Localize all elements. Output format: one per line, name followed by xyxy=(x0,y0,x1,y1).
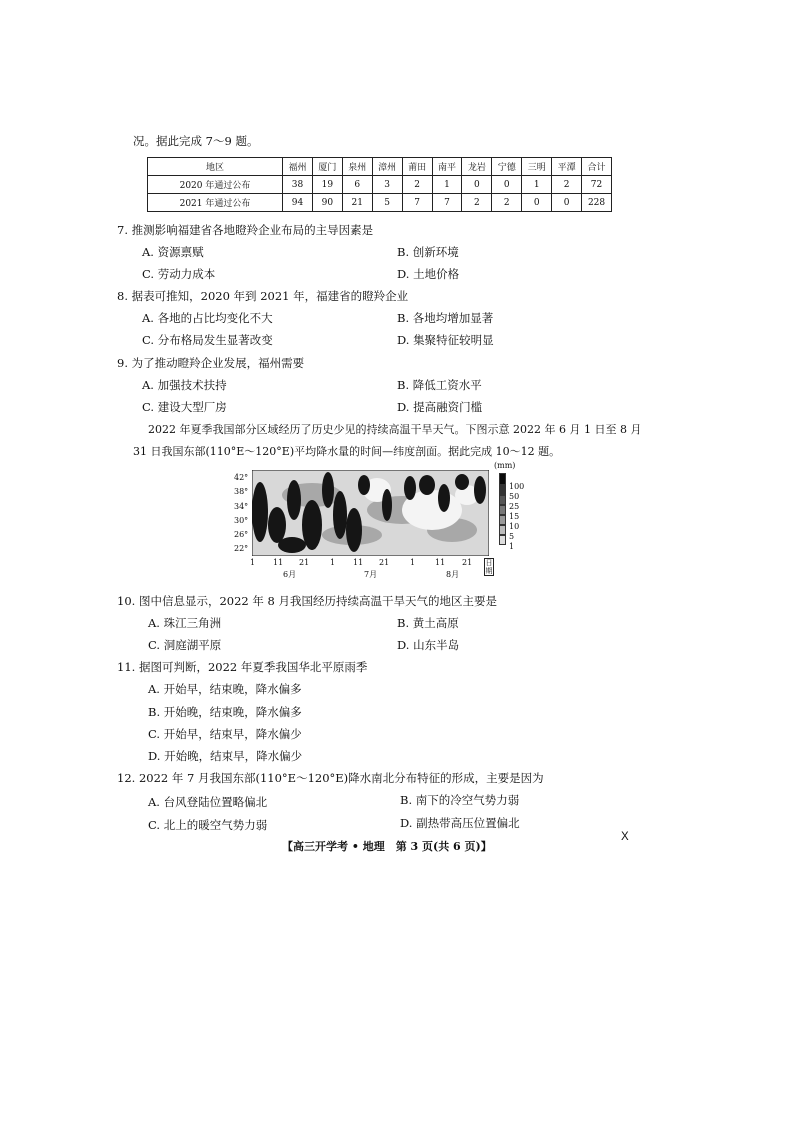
x-tick-label: 21 xyxy=(379,558,390,567)
table-cell: 228 xyxy=(582,194,612,212)
table-header-cell: 合计 xyxy=(582,158,612,176)
legend-swatch xyxy=(499,525,506,535)
table-cell: 6 xyxy=(342,176,372,194)
y-tick-label: 30° xyxy=(234,516,249,525)
enterprise-table xyxy=(147,157,612,212)
legend-swatch xyxy=(499,515,506,525)
question-7-option-c: C. 劳动力成本 xyxy=(142,267,216,281)
table-cell: 2021 年通过公布 xyxy=(148,194,283,212)
table-cell: 0 xyxy=(492,176,522,194)
table-header-cell: 三明 xyxy=(522,158,552,176)
stray-x-mark: X xyxy=(621,831,629,843)
question-11-stem: 11. 据图可判断，2022 年夏季我国华北平原雨季 xyxy=(117,660,368,674)
heatmap-plot xyxy=(252,470,489,556)
table-cell: 2 xyxy=(462,194,492,212)
legend-label: 5 xyxy=(509,532,515,541)
question-9-option-b: B. 降低工资水平 xyxy=(397,378,482,392)
table-cell: 0 xyxy=(522,194,552,212)
table-header-cell: 漳州 xyxy=(372,158,402,176)
precipitation-figure xyxy=(228,461,528,580)
table-cell: 72 xyxy=(582,176,612,194)
table-header-row xyxy=(148,158,612,176)
question-12-option-d: D. 副热带高压位置偏北 xyxy=(400,816,520,830)
table-cell: 1 xyxy=(522,176,552,194)
question-11-option-b: B. 开始晚，结束晚，降水偏多 xyxy=(148,705,302,719)
x-tick-label: 11 xyxy=(273,558,284,567)
legend-label: 15 xyxy=(509,512,520,521)
question-8-option-d: D. 集聚特征较明显 xyxy=(397,333,494,347)
table-cell: 3 xyxy=(372,176,402,194)
question-10-option-d: D. 山东半岛 xyxy=(397,638,460,652)
table-row xyxy=(148,176,612,194)
intro-fragment: 况。据此完成 7～9 题。 xyxy=(133,134,259,148)
legend xyxy=(499,473,529,553)
legend-swatch xyxy=(499,485,506,495)
question-8-stem: 8. 据表可推知，2020 年到 2021 年，福建省的瞪羚企业 xyxy=(117,289,409,303)
y-tick-label: 34° xyxy=(234,502,249,511)
table-cell: 2020 年通过公布 xyxy=(148,176,283,194)
y-tick-label: 26° xyxy=(234,530,249,539)
legend-label: 10 xyxy=(509,522,520,531)
legend-swatch xyxy=(499,535,506,545)
table-cell: 0 xyxy=(462,176,492,194)
question-10-option-c: C. 洞庭湖平原 xyxy=(148,638,222,652)
y-tick-label: 22° xyxy=(234,544,249,553)
passage-line-1: 2022 年夏季我国部分区域经历了历史少见的持续高温干旱天气。下图示意 2022 年 6 月 1 日至 8 月 xyxy=(148,423,642,436)
table-header-cell: 厦门 xyxy=(312,158,342,176)
question-7-option-a: A. 资源禀赋 xyxy=(142,245,204,259)
table-header-cell: 宁德 xyxy=(492,158,522,176)
question-11-option-d: D. 开始晚，结束早，降水偏少 xyxy=(148,749,303,763)
legend-label: 50 xyxy=(509,492,520,501)
x-tick-label: 21 xyxy=(462,558,473,567)
table-row xyxy=(148,194,612,212)
legend-label: 25 xyxy=(509,502,520,511)
x-tick-label: 1 xyxy=(410,558,416,567)
table-header-cell: 南平 xyxy=(432,158,462,176)
table-header-cell: 平潭 xyxy=(552,158,582,176)
question-10-option-b: B. 黄土高原 xyxy=(397,616,459,630)
legend-label: 100 xyxy=(509,482,525,491)
table-header-cell: 莆田 xyxy=(402,158,432,176)
question-7-option-d: D. 土地价格 xyxy=(397,267,460,281)
table-cell: 1 xyxy=(432,176,462,194)
question-10-option-a: A. 珠江三角洲 xyxy=(148,616,222,630)
question-11-option-a: A. 开始早，结束晚，降水偏多 xyxy=(148,682,302,696)
question-8-option-a: A. 各地的占比均变化不大 xyxy=(142,311,273,325)
question-9-option-d: D. 提高融资门槛 xyxy=(397,400,483,414)
month-label: 7月 xyxy=(364,570,378,579)
x-tick-label: 11 xyxy=(353,558,364,567)
table-cell: 2 xyxy=(402,176,432,194)
y-tick-label: 38° xyxy=(234,487,249,496)
question-7-stem: 7. 推测影响福建省各地瞪羚企业布局的主导因素是 xyxy=(117,223,374,237)
x-tick-label: 11 xyxy=(435,558,446,567)
x-tick-label: 1 xyxy=(330,558,336,567)
table-cell: 7 xyxy=(432,194,462,212)
question-11-option-c: C. 开始早，结束早，降水偏少 xyxy=(148,727,302,741)
table-cell: 90 xyxy=(312,194,342,212)
legend-swatch xyxy=(499,505,506,515)
question-12-stem: 12. 2022 年 7 月我国东部(110°E～120°E)降水南北分布特征的形成，主要是因为 xyxy=(117,771,544,785)
question-12-option-b: B. 南下的冷空气势力弱 xyxy=(400,793,520,807)
month-label: 8月 xyxy=(446,570,460,579)
question-9-option-c: C. 建设大型厂房 xyxy=(142,400,227,414)
table-cell: 38 xyxy=(283,176,313,194)
question-10-stem: 10. 图中信息显示，2022 年 8 月我国经历持续高温干旱天气的地区主要是 xyxy=(117,594,497,608)
table-header-cell: 福州 xyxy=(283,158,313,176)
legend-swatch xyxy=(499,495,506,505)
table-header-cell: 地区 xyxy=(148,158,283,176)
table-cell: 19 xyxy=(312,176,342,194)
table-header-cell: 龙岩 xyxy=(462,158,492,176)
table-cell: 2 xyxy=(552,176,582,194)
table-cell: 2 xyxy=(492,194,522,212)
table-cell: 7 xyxy=(402,194,432,212)
page-footer: 【高三开学考 • 地理 第 3 页(共 6 页)】 xyxy=(282,840,492,853)
question-7-option-b: B. 创新环境 xyxy=(397,245,459,259)
legend-label: 1 xyxy=(509,542,515,551)
question-8-option-c: C. 分布格局发生显著改变 xyxy=(142,333,273,347)
x-axis-unit: 日期 xyxy=(485,559,493,575)
x-tick-label: 1 xyxy=(250,558,256,567)
table-cell: 5 xyxy=(372,194,402,212)
x-tick-label: 21 xyxy=(299,558,310,567)
question-8-option-b: B. 各地均增加显著 xyxy=(397,311,494,325)
table-header-cell: 泉州 xyxy=(342,158,372,176)
y-tick-label: 42° xyxy=(234,473,249,482)
question-9-option-a: A. 加强技术扶持 xyxy=(142,378,227,392)
table-cell: 21 xyxy=(342,194,372,212)
passage-line-2: 31 日我国东部(110°E～120°E)平均降水量的时间—纬度剖面。据此完成 10～12 题。 xyxy=(133,445,561,458)
legend-unit: (mm) xyxy=(494,461,516,470)
table-cell: 0 xyxy=(552,194,582,212)
table-cell: 94 xyxy=(283,194,313,212)
month-label: 6月 xyxy=(283,570,297,579)
question-9-stem: 9. 为了推动瞪羚企业发展，福州需要 xyxy=(117,356,305,370)
question-12-option-c: C. 北上的暖空气势力弱 xyxy=(148,818,268,832)
legend-swatch xyxy=(499,473,506,485)
question-12-option-a: A. 台风登陆位置略偏北 xyxy=(148,795,268,809)
